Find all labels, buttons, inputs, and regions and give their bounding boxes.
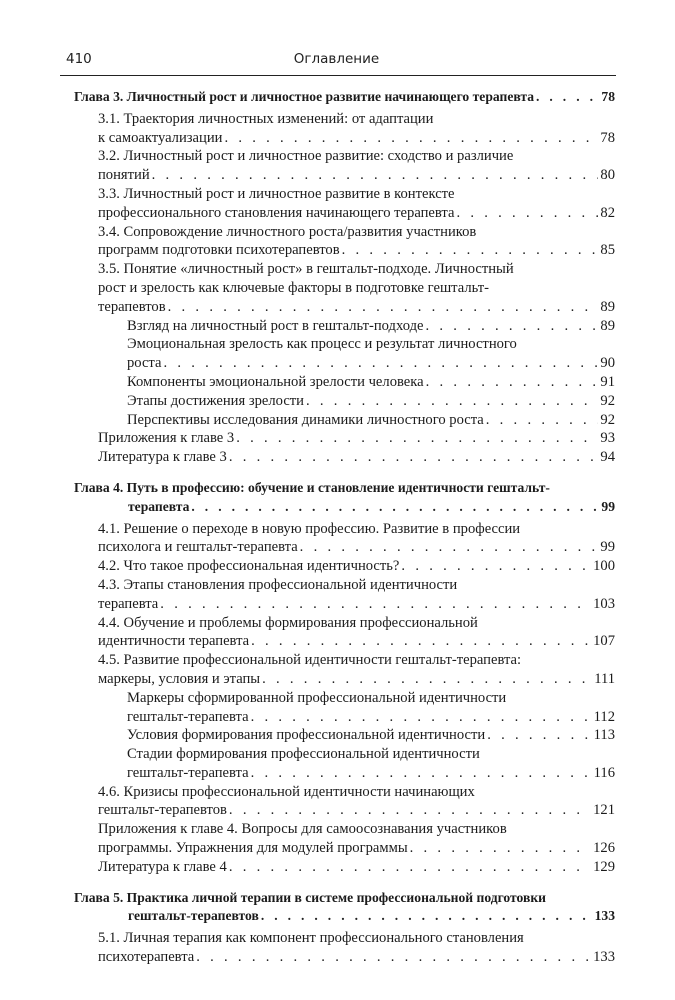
- entry-title-line: терапевтов: [98, 298, 166, 315]
- entry-page-number: 89: [600, 298, 615, 315]
- entry-page-number: 90: [600, 355, 615, 372]
- header-rule: [60, 75, 616, 76]
- entry-page-number: 107: [593, 633, 615, 650]
- entry-title-line: терапевта: [128, 498, 190, 514]
- entry-title-line: 4.3. Этапы становления профессиональной идентичности: [98, 576, 458, 593]
- entry-title-line: программы. Упражнения для модулей программы: [98, 840, 408, 857]
- chapter-entry: [74, 889, 615, 927]
- entry-title-line: гештальт-терапевтов: [128, 908, 259, 924]
- section-entry: [74, 783, 615, 821]
- entry-title-line: Эмоциональная зрелость как процесс и результат личностного: [127, 336, 517, 353]
- subsection-entry: [74, 411, 615, 430]
- running-title: Оглавление: [293, 51, 380, 67]
- entry-page-number: 121: [593, 802, 615, 819]
- entry-title-line: к самоактуализации: [98, 129, 223, 146]
- entry-title-line: 4.4. Обучение и проблемы формирования профессиональной: [98, 614, 478, 631]
- entry-title-line: программ подготовки психотерапевтов: [98, 242, 340, 259]
- page-number: 410: [66, 51, 92, 67]
- entry-title-line: понятий: [98, 167, 150, 184]
- entry-title-line: психотерапевта: [98, 949, 195, 966]
- entry-title-line: терапевта: [98, 595, 159, 612]
- entry-last-line: [98, 670, 615, 689]
- subsection-entry: [74, 689, 615, 727]
- dot-leader: [262, 670, 592, 689]
- section-entry: [74, 185, 615, 223]
- entry-title-line: 4.5. Развитие профессиональной идентичности гештальт-терапевта:: [98, 652, 522, 669]
- entry-last-line: [98, 557, 615, 576]
- entry-title-line: 3.5. Понятие «личностный рост» в гештальт-подходе. Личностный: [98, 261, 514, 278]
- entry-last-line: [127, 764, 615, 783]
- dot-leader: [229, 448, 599, 467]
- dot-leader: [401, 557, 591, 576]
- subsection-entry: [74, 317, 615, 336]
- entry-last-line: [98, 204, 615, 223]
- dot-leader: [456, 204, 598, 223]
- section-entry: [74, 576, 615, 614]
- entry-last-line: [98, 298, 615, 317]
- section-entry: [74, 820, 615, 858]
- entry-title-line: 4.1. Решение о переходе в новую профессию. Развитие в профессии: [98, 520, 521, 537]
- entry-title-line: психолога и гештальт-терапевта: [98, 539, 298, 556]
- dot-leader: [229, 801, 591, 820]
- entry-page-number: 80: [600, 167, 615, 184]
- dot-leader: [191, 498, 599, 517]
- dot-leader: [168, 298, 599, 317]
- entry-title-line: Взгляд на личностный рост в гештальт-подходе: [127, 317, 424, 334]
- entry-title-line: рост и зрелость как ключевые факторы в подготовке гештальт-: [98, 279, 489, 296]
- entry-page-number: 103: [593, 595, 615, 612]
- entry-last-line: [98, 129, 615, 148]
- entry-title-line: Приложения к главе 3: [98, 430, 235, 447]
- entry-last-line: [74, 498, 615, 517]
- entry-last-line: [127, 317, 615, 336]
- entry-page-number: 99: [600, 539, 615, 556]
- entry-last-line: [127, 373, 615, 392]
- entry-last-line: [98, 632, 615, 651]
- entry-page-number: 85: [600, 242, 615, 259]
- entry-title-line: Этапы достижения зрелости: [127, 392, 304, 409]
- entry-page-number: 78: [600, 129, 615, 146]
- entry-title-line: Условия формирования профессиональной идентичности: [127, 727, 486, 744]
- section-entry: [74, 858, 615, 877]
- entry-page-number: 91: [600, 373, 615, 390]
- dot-leader: [300, 538, 599, 557]
- entry-last-line: [98, 948, 615, 967]
- entry-last-line: [98, 801, 615, 820]
- entry-title-line: 4.6. Кризисы профессиональной идентичности начинающих: [98, 783, 475, 800]
- entry-title-line: Приложения к главе 4. Вопросы для самоосознавания участников: [98, 821, 507, 838]
- dot-leader: [306, 392, 598, 411]
- entry-last-line: [98, 858, 615, 877]
- entry-title-line: гештальт-терапевтов: [98, 802, 227, 819]
- entry-title-line: идентичности терапевта: [98, 633, 250, 650]
- entry-page-number: 111: [594, 670, 615, 687]
- section-entry: [74, 520, 615, 558]
- entry-title-line: Литература к главе 3: [98, 449, 227, 466]
- entry-title-line: Маркеры сформированной профессиональной идентичности: [127, 689, 507, 706]
- entry-last-line: [127, 411, 615, 430]
- dot-leader: [229, 858, 591, 877]
- entry-last-line: [127, 392, 615, 411]
- running-header: [60, 51, 613, 71]
- dot-leader: [342, 241, 599, 260]
- entry-last-line: [98, 448, 615, 467]
- entry-last-line: [127, 726, 615, 745]
- entry-page-number: 82: [600, 204, 615, 221]
- entry-last-line: [98, 538, 615, 557]
- entry-page-number: 92: [600, 411, 615, 428]
- dot-leader: [163, 354, 598, 373]
- dot-leader: [410, 839, 591, 858]
- entry-title-line: роста: [127, 355, 162, 372]
- entry-last-line: [98, 166, 615, 185]
- section-entry: [74, 651, 615, 689]
- entry-title-line: Стадии формирования профессиональной идентичности: [127, 746, 480, 763]
- dot-leader: [160, 595, 591, 614]
- entry-last-line: [127, 354, 615, 373]
- entry-title-line: 3.2. Личностный рост и личностное развитие: сходство и различие: [98, 148, 514, 165]
- entry-page-number: 113: [593, 727, 615, 744]
- entry-title-line: гештальт-терапевта: [127, 764, 249, 781]
- dot-leader: [152, 166, 599, 185]
- entry-page-number: 133: [593, 949, 615, 966]
- entry-page-number: 126: [593, 840, 615, 857]
- chapter-entry: [74, 479, 615, 517]
- dot-leader: [251, 708, 592, 727]
- entry-last-line: [74, 907, 615, 926]
- entry-title-line: профессионального становления начинающего терапевта: [98, 204, 455, 221]
- entry-title-line: 4.2. Что такое профессиональная идентичность?: [98, 558, 400, 575]
- entry-page-number: 94: [600, 449, 615, 466]
- dot-leader: [426, 373, 599, 392]
- dot-leader: [487, 726, 591, 745]
- subsection-entry: [74, 392, 615, 411]
- entry-page-number: 78: [601, 89, 615, 104]
- entry-page-number: 116: [593, 764, 615, 781]
- entry-title-line: Глава 5. Практика личной терапии в системе профессиональной подготовки: [74, 889, 547, 905]
- dot-leader: [426, 317, 599, 336]
- subsection-entry: [74, 726, 615, 745]
- dot-leader: [251, 632, 591, 651]
- entry-title-line: Глава 4. Путь в профессию: обучение и становление идентичности гештальт-: [74, 479, 550, 495]
- subsection-entry: [74, 335, 615, 373]
- section-entry: [74, 429, 615, 448]
- entry-page-number: 99: [601, 498, 615, 514]
- dot-leader: [486, 411, 599, 430]
- subsection-entry: [74, 745, 615, 783]
- section-entry: [74, 110, 615, 148]
- dot-leader: [224, 129, 598, 148]
- section-entry: [74, 147, 615, 185]
- entry-title-line: 3.1. Траектория личностных изменений: от адаптации: [98, 110, 434, 127]
- entry-page-number: 93: [600, 430, 615, 447]
- entry-page-number: 89: [600, 317, 615, 334]
- dot-leader: [261, 907, 593, 926]
- dot-leader: [236, 429, 598, 448]
- dot-leader: [251, 764, 592, 783]
- entry-page-number: 129: [593, 858, 615, 875]
- entry-last-line: [127, 708, 615, 727]
- entry-page-number: 100: [593, 558, 615, 575]
- section-entry: [74, 929, 615, 967]
- entry-title-line: 5.1. Личная терапия как компонент профессионального становления: [98, 930, 524, 947]
- entry-last-line: [98, 595, 615, 614]
- section-entry: [74, 260, 615, 316]
- entry-last-line: [98, 429, 615, 448]
- dot-leader: [536, 88, 599, 107]
- entry-title-line: 3.3. Личностный рост и личностное развитие в контексте: [98, 185, 455, 202]
- entry-title-line: маркеры, условия и этапы: [98, 670, 261, 687]
- section-entry: [74, 614, 615, 652]
- entry-page-number: 92: [600, 392, 615, 409]
- table-of-contents: [74, 88, 615, 967]
- entry-title-line: Перспективы исследования динамики личностного роста: [127, 411, 484, 428]
- entry-title-line: Компоненты эмоциональной зрелости человека: [127, 373, 424, 390]
- entry-title-line: Глава 3. Личностный рост и личностное развитие начинающего терапевта: [74, 89, 535, 104]
- entry-title-line: 3.4. Сопровождение личностного роста/развития участников: [98, 223, 477, 240]
- subsection-entry: [74, 373, 615, 392]
- entry-title-line: Литература к главе 4: [98, 858, 227, 875]
- section-entry: [74, 223, 615, 261]
- chapter-entry: [74, 88, 615, 107]
- entry-title-line: гештальт-терапевта: [127, 708, 249, 725]
- entry-page-number: 133: [594, 908, 615, 924]
- entry-last-line: [74, 88, 615, 107]
- section-entry: [74, 448, 615, 467]
- entry-last-line: [98, 241, 615, 260]
- entry-last-line: [98, 839, 615, 858]
- dot-leader: [196, 948, 591, 967]
- entry-page-number: 112: [593, 708, 615, 725]
- section-entry: [74, 557, 615, 576]
